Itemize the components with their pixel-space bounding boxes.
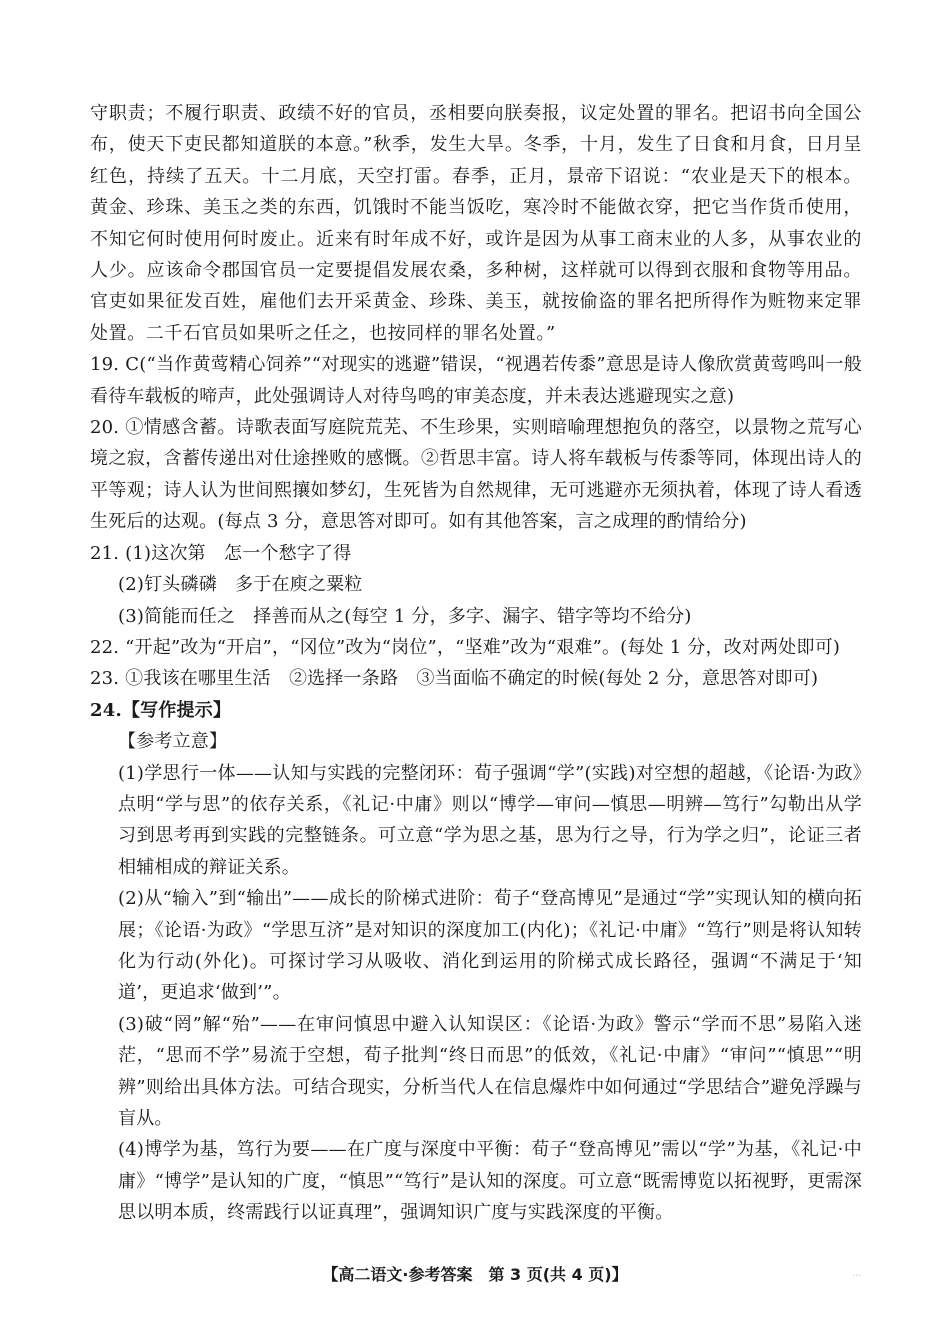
answer-24-point-3: (3)破“罔”解“殆”——在审问慎思中避入认知误区：《论语·为政》警示“学而不思”易陷入迷茫，“思而不学”易流于空想，荀子批判“终日而思”的低效，《礼记·中庸》“审问”“慎思”“明辨”则给出具体方法。可结合现实，分析当代人在信息爆炸中如何通过“学思结合”避免浮躁与盲从。 <box>118 1013 862 1129</box>
answer-content <box>90 98 862 1229</box>
answer-21-3: (3)简能而任之 择善而从之(每空 1 分，多字、漏字、错字等均不给分) <box>118 605 692 627</box>
answer-24-subheading: 【参考立意】 <box>118 731 228 753</box>
answer-19: 19. C(“当作黄莺精心饲养”“对现实的逃避”错误，“视遇若传黍”意思是诗人像欣赏黄莺鸣叫一般看待车载板的啼声，此处强调诗人对待鸟鸣的审美态度，并未表达逃避现实之意) <box>90 354 862 407</box>
translation-paragraph: 守职责；不履行职责、政绩不好的官员，丞相要向朕奏报，议定处置的罪名。把诏书向全国公布，使天下吏民都知道朕的本意。”秋季，发生大旱。冬季，十月，发生了日食和月食，日月呈红色，持续了五天。十二月底，天空打雷。春季，正月，景帝下诏说：“农业是天下的根本。黄金、珍珠、美玉之类的东西，饥饿时不能当饭吃，寒冷时不能做衣穿，把它当作货币使用，不知它何时使用何时废止。近来有时年成不好，或许是因为从事工商末业的人多，从事农业的人少。应该命令郡国官员一定要提倡发展农桑，多种树，这样就可以得到衣服和食物等用品。官吏如果征发百姓，雇他们去开采黄金、珍珠、美玉，就按偷盗的罪名把所得作为赃物来定罪处置。二千石官员如果听之任之，也按同样的罪名处置。” <box>90 103 862 344</box>
answer-22: 22. “开起”改为“开启”，“冈位”改为“岗位”，“坚难”改为“艰难”。(每处 1 分，改对两处即可) <box>90 636 841 658</box>
answer-21-1: 21. (1)这次第 怎一个愁字了得 <box>90 542 352 564</box>
answer-24-point-1: (1)学思行一体——认知与实践的完整闭环：荀子强调“学”(实践)对空想的超越，《论语·为政》点明“学与思”的依存关系，《礼记·中庸》则以“博学—审问—慎思—明辨—笃行”勾勒出从学习到思考再到实践的完整链条。可立意“学为思之基，思为行之导，行为学之归”，论证三者相辅相成的辩证关系。 <box>118 762 862 878</box>
answer-24-point-2: (2)从“输入”到“输出”——成长的阶梯式进阶：荀子“登高博见”是通过“学”实现认知的横向拓展；《论语·为政》“学思互济”是对知识的深度加工(内化)；《礼记·中庸》“笃行”则是将认知转化为行动(外化)。可探讨学习从吸收、消化到运用的阶梯式成长路径，强调“不满足于‘知道’，更追求‘做到’”。 <box>118 888 862 1004</box>
answer-24-point-4: (4)博学为基，笃行为要——在广度与深度中平衡：荀子“登高博见”需以“学”为基，《礼记·中庸》“博学”是认知的广度，“慎思”“笃行”是认知的深度。可立意“既需博览以拓视野，更需深思以明本质，终需践行以证真理”，强调知识广度与实践深度的平衡。 <box>118 1139 862 1224</box>
answer-21-2: (2)钉头磷磷 多于在庾之粟粒 <box>118 574 363 596</box>
page-footer: 【高二语文·参考答案 第 3 页(共 4 页)】 <box>322 1265 628 1284</box>
answer-23: 23. ①我该在哪里生活 ②选择一条路 ③当面临不确定的时候(每处 2 分，意思答对即可) <box>90 668 819 690</box>
answer-24-heading: 24.【写作提示】 <box>90 699 232 721</box>
corner-mark: ... <box>852 1268 862 1279</box>
answer-20: 20. ①情感含蓄。诗歌表面写庭院荒芜、不生珍果，实则暗喻理想抱负的落空，以景物之荒写心境之寂，含蓄传递出对仕途挫败的感慨。②哲思丰富。诗人将车载板与传黍等同，体现出诗人的平等观；诗人认为世间熙攘如梦幻，生死皆为自然规律，无可逃避亦无须执着，体现了诗人看透生死后的达观。(每点 3 分，意思答对即可。如有其他答案，言之成理的酌情给分) <box>90 417 862 533</box>
